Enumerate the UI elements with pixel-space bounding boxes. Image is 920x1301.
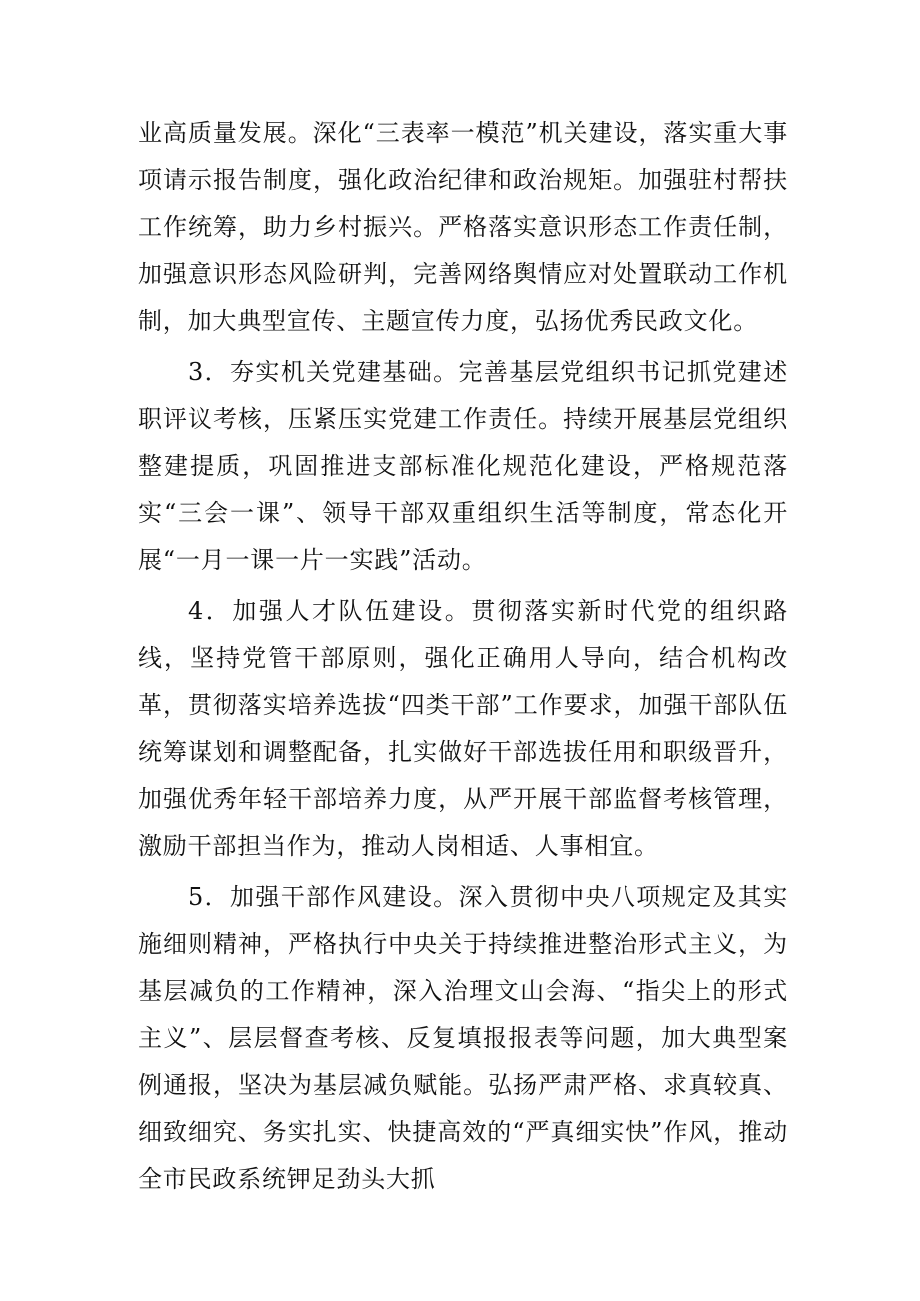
paragraph-continuation: 业高质量发展。深化“三表率一模范”机关建设，落实重大事项请示报告制度，强化政治纪律和政治规矩。加强驻村帮扶工作统筹，助力乡村振兴。严格落实意识形态工作责任制，加强意识形态风险研判，完善网络舆情应对处置联动工作机制，加大典型宣传、主题宣传力度，弘扬优秀民政文化。	[138, 119, 788, 335]
document-body	[138, 110, 788, 1207]
paragraph-item-5: 5．加强干部作风建设。深入贯彻中央八项规定及其实施细则精神，严格执行中央关于持续推进整治形式主义，为基层减负的工作精神，深入治理文山会海、“指尖上的形式主义”、层层督查考核、反复填报报表等问题，加大典型案例通报，坚决为基层减负赋能。弘扬严肃严格、求真较真、细致细究、务实扎实、快捷高效的“严真细实快”作风，推动全市民政系统钾足劲头大抓	[138, 883, 788, 1193]
paragraph-item-3: 3．夯实机关党建基础。完善基层党组织书记抓党建述职评议考核，压紧压实党建工作责任。持续开展基层党组织整建提质，巩固推进支部标准化规范化建设，严格规范落实“三会一课”、领导干部双重组织生活等制度，常态化开展“一月一课一片一实践”活动。	[138, 358, 788, 574]
paragraph-item-4: 4．加强人才队伍建设。贯彻落实新时代党的组织路线，坚持党管干部原则，强化正确用人导向，结合机构改革，贯彻落实培养选拔“四类干部”工作要求，加强干部队伍统筹谋划和调整配备，扎实做好干部选拔任用和职级晋升，加强优秀年轻干部培养力度，从严开展干部监督考核管理，激励干部担当作为，推动人岗相适、人事相宜。	[138, 597, 788, 860]
